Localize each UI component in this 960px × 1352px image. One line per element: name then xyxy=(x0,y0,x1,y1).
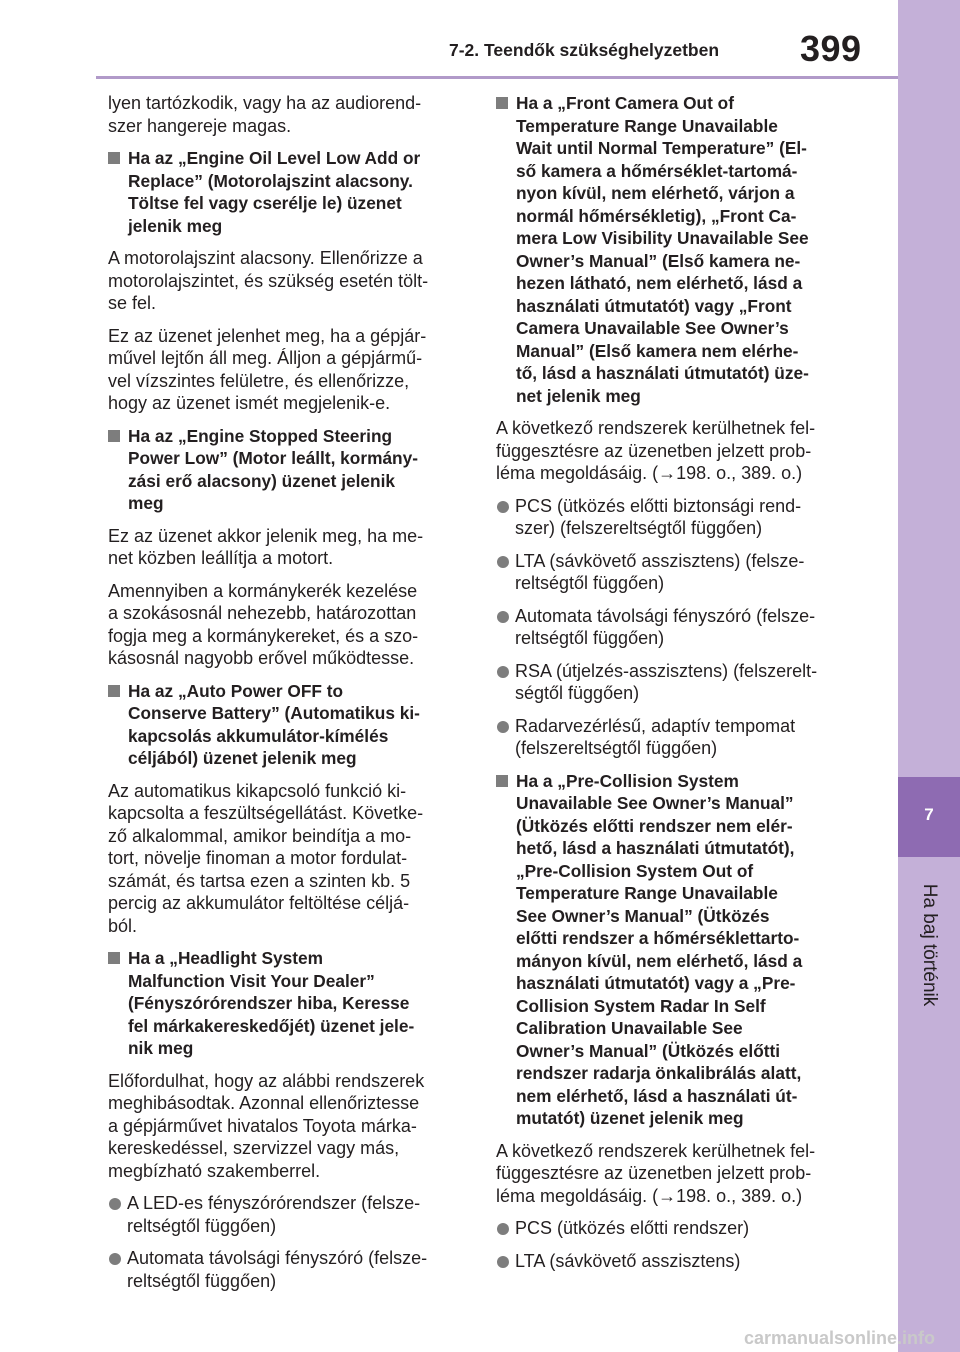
text-line: léma megoldásáig. (→198. o., 389. o.) xyxy=(496,1185,803,1206)
text-line: Ha az „Engine Stopped Steering xyxy=(128,425,393,446)
body-paragraph xyxy=(108,780,473,938)
text-line: Amennyiben a kormánykerék kezelése xyxy=(108,580,418,601)
text-line: művel lejtőn áll meg. Álljon a gépjármű- xyxy=(108,348,423,368)
text-line: a gépjárművet hivatalos Toyota márka- xyxy=(108,1115,417,1136)
heading-square-icon xyxy=(496,97,508,109)
text-line: Töltse fel vagy cserélje le) üzenet xyxy=(128,193,402,213)
body-paragraph xyxy=(108,247,473,315)
text-line: reltségtől függően) xyxy=(127,1215,277,1236)
page-number: 399 xyxy=(800,28,862,69)
text-line: használati útmutatót) vagy „Front xyxy=(516,295,792,316)
text-line: Előfordulhat, hogy az alábbi rendszerek xyxy=(108,1070,425,1091)
text-line: LTA (sávkövető asszisztens) (felsze- xyxy=(515,550,805,571)
text-line: (felszereltségtől függően) xyxy=(515,738,718,758)
text-line: mányon kívül, nem elérhető, lásd a xyxy=(516,950,803,971)
text-line: Ha a „Pre-Collision System xyxy=(516,770,739,791)
text-line: (Fényszórórendszer hiba, Keresse xyxy=(128,993,410,1013)
text-line: Ha a „Headlight System xyxy=(128,948,323,968)
text-line: A motorolajszint alacsony. Ellenőrizze a xyxy=(108,248,423,268)
bullet-dot-icon xyxy=(109,1198,121,1210)
text-line: ső kamera a hőmérséklet-tartomá- xyxy=(516,160,798,181)
text-line: kásosnál nagyobb erővel működtesse. xyxy=(108,648,415,668)
text-line: zási erő alacsony) üzenet jelenik xyxy=(128,470,396,491)
body-paragraph xyxy=(108,580,473,670)
text-line: számát, és tartsa ezen a szinten kb. 5 xyxy=(108,870,411,891)
section-heading xyxy=(108,947,473,1060)
text-line: nyon kívül, nem elérhető, várjon a xyxy=(516,183,795,203)
section-heading xyxy=(108,680,473,770)
text-line: Camera Unavailable See Owner’s xyxy=(516,318,789,338)
text-line: a szokásosnál nehezebb, határozottan xyxy=(108,603,417,623)
text-line: fogja meg a kormánykereket, és a szo- xyxy=(108,625,419,646)
text-line: Wait until Normal Temperature” (El- xyxy=(516,138,807,158)
text-line: tő, lásd a használati útmutatót) üze- xyxy=(516,363,809,383)
text-line: Ha az „Engine Oil Level Low Add or xyxy=(128,148,421,168)
bullet-item xyxy=(496,495,871,540)
bullet-item xyxy=(496,1217,871,1240)
text-line: net jelenik meg xyxy=(516,385,641,406)
bullet-dot-icon xyxy=(497,501,509,513)
text-line: See Owner’s Manual” (Ütközés xyxy=(516,905,770,926)
text-line: ző alkalommal, amikor beindítja a mo- xyxy=(108,825,412,846)
text-line: Ez az üzenet akkor jelenik meg, ha me- xyxy=(108,525,424,546)
text-line: motorolajszintet, és szükség esetén tölt- xyxy=(108,270,429,291)
text-line: céljából) üzenet jelenik meg xyxy=(128,748,357,768)
text-line: A következő rendszerek kerülhetnek fel- xyxy=(496,1140,816,1161)
text-line: ból. xyxy=(108,915,138,936)
heading-square-icon xyxy=(108,952,120,964)
bullet-item xyxy=(496,605,871,650)
text-line: vel vízszintes felületre, és ellenőrizze, xyxy=(108,370,410,391)
text-line: reltségtől függően) xyxy=(127,1270,277,1291)
text-line: megbízható szakemberrel. xyxy=(108,1160,321,1181)
bullet-item xyxy=(496,660,871,705)
text-line: ségtől függően) xyxy=(515,683,640,703)
text-line: RSA (útjelzés-asszisztens) (felszerelt- xyxy=(515,660,818,681)
section-heading xyxy=(108,425,473,515)
text-line: Owner’s Manual” (Első kamera ne- xyxy=(516,250,801,271)
heading-square-icon xyxy=(496,775,508,787)
section-heading xyxy=(108,147,473,237)
text-line: Automata távolsági fényszóró (felsze- xyxy=(127,1248,428,1268)
text-line: Malfunction Visit Your Dealer” xyxy=(128,970,375,991)
text-line: Ez az üzenet jelenhet meg, ha a gépjár- xyxy=(108,325,427,346)
text-line: nik meg xyxy=(128,1038,194,1058)
text-line: PCS (ütközés előtti rendszer) xyxy=(515,1218,750,1238)
body-paragraph xyxy=(108,325,473,415)
text-line: mutatót) üzenet jelenik meg xyxy=(516,1108,744,1128)
text-line: nem elérhető, lásd a használati út- xyxy=(516,1085,798,1106)
right-column xyxy=(496,92,871,1272)
text-line: fel márkakereskedőjét) üzenet jele- xyxy=(128,1015,415,1036)
text-line: Manual” (Első kamera nem elérhe- xyxy=(516,340,799,361)
text-line: „Pre-Collision System Out of xyxy=(516,860,754,881)
body-paragraph xyxy=(496,417,871,485)
section-heading xyxy=(496,770,871,1130)
text-line: Unavailable See Owner’s Manual” xyxy=(516,793,794,813)
left-column xyxy=(108,92,473,1292)
header-divider xyxy=(96,76,898,79)
text-line: kapcsolta a feszültségellátást. Követke- xyxy=(108,803,424,823)
text-line: PCS (ütközés előtti biztonsági rend- xyxy=(515,495,802,516)
text-line: meg xyxy=(128,493,164,513)
bullet-item xyxy=(496,1250,871,1273)
text-line: függesztésre az üzenetben jelzett prob- xyxy=(496,1163,812,1183)
bullet-dot-icon xyxy=(109,1253,121,1265)
text-line: mera Low Visibility Unavailable See xyxy=(516,228,809,248)
bullet-dot-icon xyxy=(497,1256,509,1268)
bullet-item xyxy=(496,550,871,595)
text-line: net közben leállítja a motort. xyxy=(108,548,334,568)
text-line: meghibásodtak. Azonnal ellenőriztesse xyxy=(108,1093,420,1113)
text-line: Ha az „Auto Power OFF to xyxy=(128,680,344,701)
bullet-dot-icon xyxy=(497,721,509,733)
text-line: függesztésre az üzenetben jelzett prob- xyxy=(496,440,812,461)
body-paragraph xyxy=(108,92,473,137)
bullet-dot-icon xyxy=(497,611,509,623)
text-line: Collision System Radar In Self xyxy=(516,995,766,1016)
text-line: szer hangereje magas. xyxy=(108,115,292,136)
text-line: szer) (felszereltségtől függően) xyxy=(515,518,763,538)
text-line: rendszer radarja önkalibrálás alatt, xyxy=(516,1063,802,1083)
body-paragraph xyxy=(108,525,473,570)
text-line: használati útmutatót) vagy a „Pre- xyxy=(516,973,796,993)
text-line: A következő rendszerek kerülhetnek fel- xyxy=(496,418,816,438)
text-line: Az automatikus kikapcsoló funkció ki- xyxy=(108,780,407,801)
text-line: (Ütközés előtti rendszer nem elér- xyxy=(516,815,793,836)
text-line: reltségtől függően) xyxy=(515,628,665,648)
text-line: Automata távolsági fényszóró (felsze- xyxy=(515,605,816,626)
bullet-dot-icon xyxy=(497,1223,509,1235)
text-line: Owner’s Manual” (Ütközés előtti xyxy=(516,1040,781,1061)
text-line: jelenik meg xyxy=(128,215,223,236)
running-header-title: 7-2. Teendők szükséghelyzetben xyxy=(449,40,720,60)
text-line: lyen tartózkodik, vagy ha az audiorend- xyxy=(108,93,422,113)
body-paragraph xyxy=(496,1140,871,1208)
text-line: hető, lásd a használati útmutatót), xyxy=(516,838,795,858)
heading-square-icon xyxy=(108,685,120,697)
text-line: kapcsolás akkumulátor-kímélés xyxy=(128,725,389,746)
heading-square-icon xyxy=(108,152,120,164)
chapter-tab-number: 7 xyxy=(924,805,934,824)
text-line: hezen látható, nem elérhető, lásd a xyxy=(516,273,803,293)
heading-square-icon xyxy=(108,430,120,442)
text-line: Replace” (Motorolajszint alacsony. xyxy=(128,170,413,191)
chapter-sidebar xyxy=(898,0,960,1352)
text-line: Power Low” (Motor leállt, kormány- xyxy=(128,448,418,468)
text-line: reltségtől függően) xyxy=(515,573,665,593)
bullet-dot-icon xyxy=(497,556,509,568)
text-line: előtti rendszer a hőmérséklettarto- xyxy=(516,928,800,948)
text-line: tort, növelje finoman a motor fordulat- xyxy=(108,848,408,868)
bullet-item xyxy=(108,1247,473,1292)
text-line: percig az akkumulátor feltöltése céljá- xyxy=(108,893,410,913)
text-line: Calibration Unavailable See xyxy=(516,1018,743,1038)
body-paragraph xyxy=(108,1070,473,1183)
text-line: A LED-es fényszórórendszer (felsze- xyxy=(127,1193,421,1213)
text-line: Conserve Battery” (Automatikus ki- xyxy=(128,703,420,723)
text-line: Radarvezérlésű, adaptív tempomat xyxy=(515,715,796,736)
text-line: se fel. xyxy=(108,293,157,313)
text-line: léma megoldásáig. (→198. o., 389. o.) xyxy=(496,463,803,483)
text-line: Ha a „Front Camera Out of xyxy=(516,93,734,113)
text-line: LTA (sávkövető asszisztens) xyxy=(515,1250,741,1271)
bullet-dot-icon xyxy=(497,666,509,678)
text-line: Temperature Range Unavailable xyxy=(516,883,778,903)
text-line: normál hőmérsékletig), „Front Ca- xyxy=(516,205,797,226)
text-line: Temperature Range Unavailable xyxy=(516,115,778,136)
bullet-item xyxy=(108,1192,473,1237)
section-heading xyxy=(496,92,871,407)
text-line: hogy az üzenet ismét megjelenik-e. xyxy=(108,393,391,413)
bullet-item xyxy=(496,715,871,760)
text-line: kereskedéssel, szervizzel vagy más, xyxy=(108,1138,400,1158)
chapter-sidebar-label: Ha baj történik xyxy=(919,883,940,1007)
footer-watermark: carmanualsonline.info xyxy=(744,1328,936,1348)
